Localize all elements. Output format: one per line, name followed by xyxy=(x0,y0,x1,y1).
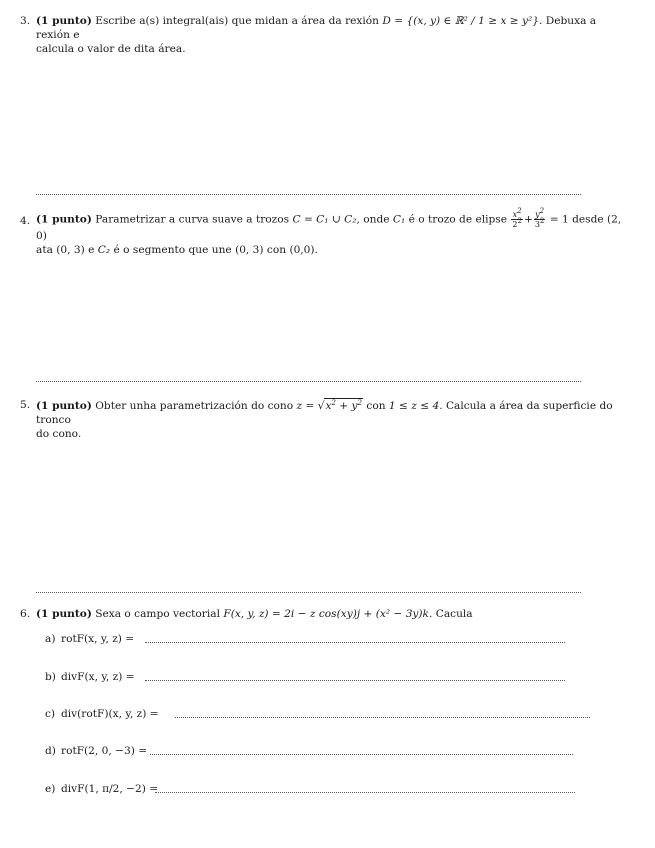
text-segment: ata xyxy=(36,244,53,256)
point-b: (0, 3) xyxy=(56,244,85,256)
text-segment: . Debuxa a rexión e xyxy=(36,15,597,41)
region-formula: D = {(x, y) ∈ ℝ² / 1 ≥ x ≥ y²} xyxy=(382,15,540,27)
text-segment: do cono. xyxy=(36,428,82,440)
points-label: (1 punto) xyxy=(36,608,92,620)
question-text xyxy=(36,607,628,621)
answer-separator-line xyxy=(36,194,581,195)
question-number: 4. xyxy=(20,215,31,227)
curve-formula: C = C₁ ∪ C₂ xyxy=(292,213,357,226)
text-segment: Sexa o campo vectorial xyxy=(95,608,220,620)
subitem-label: e) xyxy=(45,783,56,795)
ellipse-equals: = 1 xyxy=(549,213,569,226)
text-segment: calcula o valor de dita área. xyxy=(36,43,186,55)
point-c: (0, 3) xyxy=(235,244,264,256)
answer-separator-line xyxy=(36,381,581,382)
subitem-expression: rotF(2, 0, −3) = xyxy=(61,745,148,757)
text-segment: con xyxy=(366,400,386,412)
question-number: 6. xyxy=(20,608,31,620)
question-number: 5. xyxy=(20,399,31,411)
ellipse-fraction-x: $\frac{x^2}{2^2}$ xyxy=(512,207,522,229)
point-a: (2, 0) xyxy=(36,213,622,242)
ellipse-fraction-y: $\frac{y^2}{3^2}$ xyxy=(534,207,545,229)
subitem-expression: divF(x, y, z) = xyxy=(61,671,135,683)
question-text: (1 punto) Parametrizar a curva suave a trozos C = C₁ ∪ C₂, onde C₁ é o trozo de elipse $\frac{x^2}{2^2}$ + $\frac{y^2}{3^2}$ = 1 desde (2, 0) ata (0, 3) e C₂ é o segmento que une (0, 3) con (0,0). xyxy=(36,207,622,256)
cone-lhs: z = xyxy=(296,400,315,412)
text-segment: é o trozo de elipse xyxy=(408,213,507,226)
text-segment: con xyxy=(266,244,287,256)
answer-line[interactable] xyxy=(150,754,573,755)
text-segment: Obter unha parametrización do cono xyxy=(95,400,294,412)
answer-separator-line xyxy=(36,592,581,593)
text-segment: . Cacula xyxy=(428,608,473,620)
subitem-expression: div(rotF)(x, y, z) = xyxy=(61,708,159,720)
field-formula: F(x, y, z) = 2i − z cos(xy)j + (x² − 3y)k xyxy=(223,608,429,620)
subitem-expression: divF(1, π/2, −2) = xyxy=(61,783,159,795)
points-label: (1 punto) xyxy=(36,400,92,412)
answer-line[interactable] xyxy=(175,717,590,718)
sqrt-symbol: $√x^2 + y^2$ xyxy=(317,399,363,412)
point-d: (0,0). xyxy=(289,244,318,256)
text-segment: Parametrizar a curva suave a trozos xyxy=(95,213,290,226)
question-text xyxy=(36,398,628,441)
points-label: (1 punto) xyxy=(36,15,92,27)
c2-symbol: C₂ xyxy=(97,244,111,256)
text-segment: desde xyxy=(572,213,604,226)
text-segment: , onde xyxy=(356,213,390,226)
points-label: (1 punto) xyxy=(36,213,92,226)
text-segment: é o segmento que une xyxy=(113,244,232,256)
text-segment: e xyxy=(88,244,95,256)
subitem-label: d) xyxy=(45,745,56,757)
subitem-label: c) xyxy=(45,708,56,720)
subitem-expression: rotF(x, y, z) = xyxy=(61,633,135,645)
range-formula: 1 ≤ z ≤ 4 xyxy=(388,400,440,412)
text-segment: Escribe a(s) integral(ais) que midan a área da rexión xyxy=(95,15,379,27)
c1-symbol: C₁ xyxy=(392,213,406,226)
text-segment: . Calcula a área da superficie do tronco xyxy=(36,400,613,426)
question-number: 3. xyxy=(20,15,31,27)
question-text xyxy=(36,14,628,56)
subitem-label: b) xyxy=(45,671,56,683)
answer-line[interactable] xyxy=(155,792,575,793)
answer-line[interactable] xyxy=(145,680,565,681)
answer-line[interactable] xyxy=(145,642,565,643)
subitem-label: a) xyxy=(45,633,56,645)
